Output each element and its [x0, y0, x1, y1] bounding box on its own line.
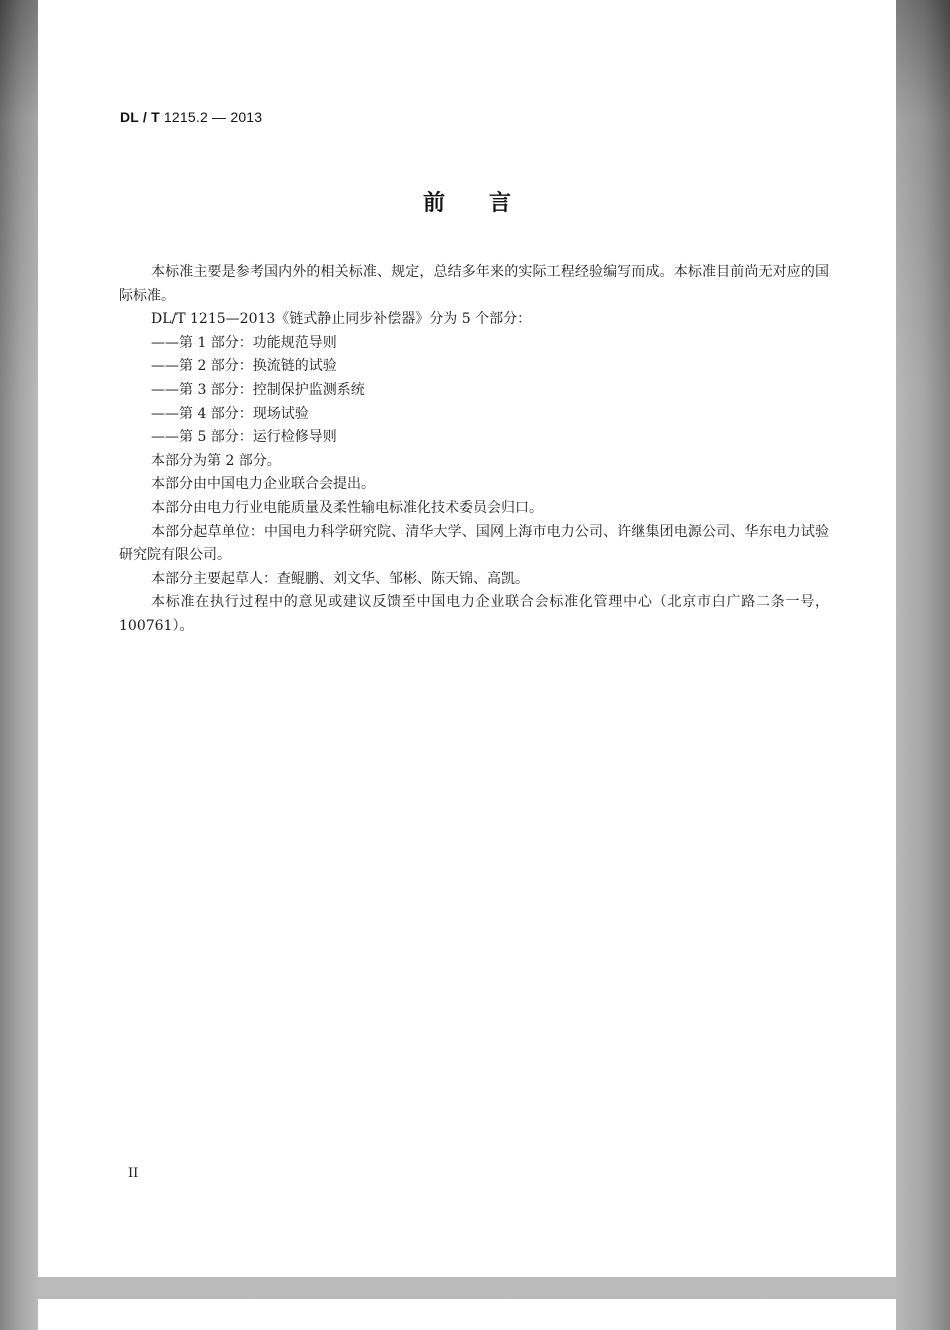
standard-code-number: 1215.2 — 2013 — [159, 109, 263, 125]
list-item-part-5: ——第 5 部分：运行检修导则 — [151, 429, 337, 446]
paragraph-feedback: 本标准在执行过程中的意见或建议反馈至中国电力企业联合会标准化管理中心（北京市白广路二条一号，100761）。 — [119, 594, 829, 634]
standard-code — [120, 109, 262, 125]
paragraph-managed-by: 本部分由电力行业电能质量及柔性输电标准化技术委员会归口。 — [151, 499, 543, 516]
standard-code-prefix: DL / T — [120, 109, 160, 125]
paragraph-drafting-units: 本部分起草单位：中国电力科学研究院、清华大学、国网上海市电力公司、许继集团电源公司、华东电力试验研究院有限公司。 — [119, 523, 829, 564]
paragraph-this-part: 本部分为第 2 部分。 — [151, 452, 281, 469]
page-number: II — [128, 1166, 139, 1181]
paragraph-drafters: 本部分主要起草人：查鲲鹏、刘文华、邹彬、陈天锦、高凯。 — [151, 570, 529, 587]
foreword-body — [119, 261, 829, 639]
list-item-part-2: ——第 2 部分：换流链的试验 — [151, 358, 337, 375]
list-item-part-1: ——第 1 部分：功能规范导则 — [151, 334, 337, 351]
page-title: 前言 — [422, 191, 555, 216]
paragraph-intro: 本标准主要是参考国内外的相关标准、规定，总结多年来的实际工程经验编写而成。本标准目前尚无对应的国际标准。 — [119, 264, 829, 304]
paragraph-parts: DL/T 1215—2013《链式静止同步补偿器》分为 5 个部分： — [151, 311, 532, 328]
paragraph-proposed-by: 本部分由中国电力企业联合会提出。 — [151, 476, 375, 493]
list-item-part-3: ——第 3 部分：控制保护监测系统 — [151, 381, 365, 398]
list-item-part-4: ——第 4 部分：现场试验 — [151, 405, 309, 422]
next-page-edge[interactable] — [38, 1299, 896, 1330]
document-page[interactable] — [38, 0, 896, 1277]
